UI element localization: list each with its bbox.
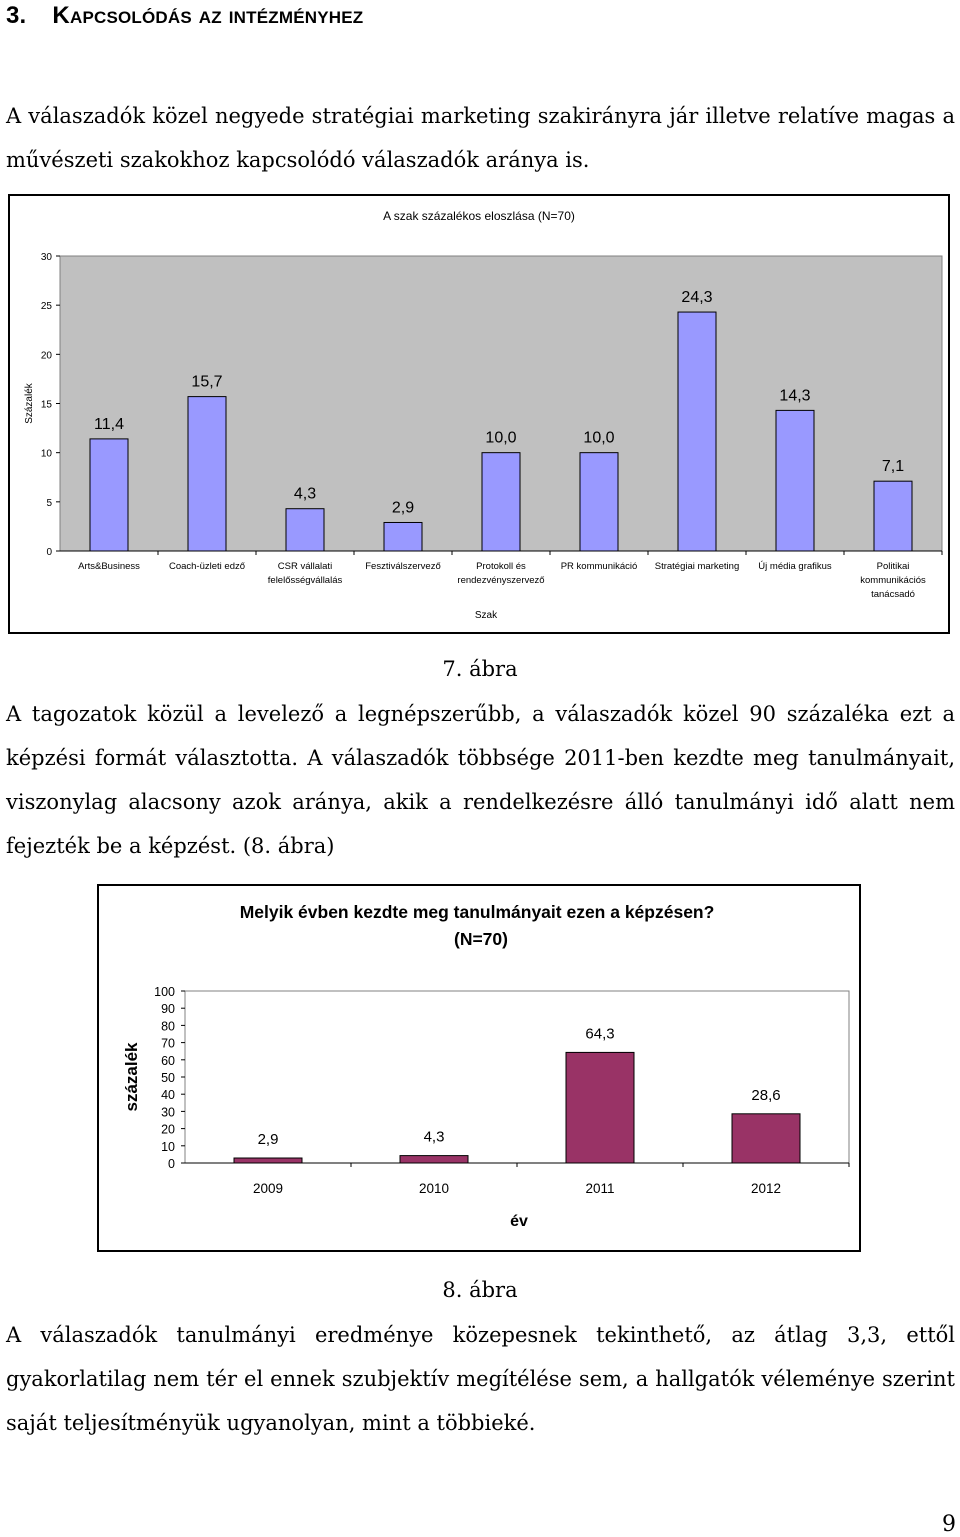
y-tick-label: 80 — [161, 1019, 175, 1034]
data-label: 10,0 — [583, 429, 615, 447]
data-label: 4,3 — [423, 1128, 445, 1146]
x-tick-label: 2009 — [252, 1181, 284, 1196]
x-tick-label: PR kommunikáció — [560, 561, 638, 572]
y-tick-label: 10 — [40, 448, 52, 460]
bar — [678, 312, 716, 551]
paragraph-intro: A válaszadók közel negyede stratégiai marketing szakirányra jár illetve relatíve magas a művészeti szakokhoz kapcsolódó válaszadók aránya is. — [6, 104, 955, 172]
data-label: 24,3 — [681, 289, 713, 307]
data-label: 10,0 — [485, 429, 517, 447]
y-tick-label: 40 — [161, 1088, 175, 1103]
x-tick-label: 2010 — [418, 1181, 450, 1196]
data-label: 4,3 — [293, 485, 317, 503]
x-tick-label: kommunikációs — [860, 575, 926, 586]
y-tick-label: 25 — [40, 301, 52, 313]
x-tick-label: 2012 — [750, 1181, 782, 1196]
y-tick-label: 100 — [154, 985, 175, 999]
x-tick-label: Protokoll és — [476, 561, 526, 572]
chart-subtitle: (N=70) — [454, 929, 508, 949]
y-axis-label: százalék — [122, 1042, 141, 1112]
section-heading — [6, 2, 363, 30]
chart-title: A szak százalékos eloszlása (N=70) — [383, 209, 575, 223]
x-tick-label: CSR vállalati — [277, 561, 333, 572]
figure-7-chart — [8, 194, 950, 634]
section-title-initial: K — [52, 2, 70, 29]
x-tick-label: Új média grafikus — [758, 561, 832, 572]
y-tick-label: 50 — [161, 1071, 175, 1085]
chart-title: Melyik évben kezdte meg tanulmányait ezen a képzésen? — [239, 902, 715, 922]
page-number: 9 — [942, 1512, 956, 1537]
data-label: 2,9 — [391, 499, 415, 517]
figure-8-chart — [97, 884, 861, 1252]
bar — [874, 481, 912, 551]
data-label: 14,3 — [779, 387, 811, 405]
y-tick-label: 30 — [40, 252, 52, 263]
bar — [234, 1158, 302, 1163]
y-tick-label: 5 — [46, 497, 52, 509]
y-tick-label: 30 — [161, 1105, 175, 1120]
bar — [188, 397, 226, 551]
section-title: apcsolódás az intézményhez — [69, 2, 364, 29]
y-tick-label: 15 — [40, 399, 52, 411]
data-label: 15,7 — [191, 373, 223, 391]
bar — [90, 439, 128, 551]
section-number: 3. — [6, 2, 27, 29]
paragraph-results: A válaszadók tanulmányi eredménye közepesnek tekinthető, az átlag 3,3, ettől gyakorlatilag nem tér el ennek szubjektív megítélése sem, a hallgatók véleménye szerint saját teljesítményük ugyanolyan, mint a többieké. — [6, 1323, 955, 1435]
y-tick-label: 20 — [161, 1122, 175, 1137]
x-tick-label: Politikai — [876, 561, 910, 572]
figure-7-caption: 7. ábra — [442, 657, 518, 681]
x-axis-label: Szak — [474, 610, 498, 621]
y-tick-label: 60 — [161, 1053, 175, 1068]
bar — [482, 453, 520, 551]
y-tick-label: 70 — [161, 1036, 175, 1051]
data-label: 64,3 — [585, 1025, 615, 1043]
bar — [566, 1052, 634, 1163]
paragraph-enrolment: A tagozatok közül a levelező a legnépszerűbb, a válaszadók közel 90 százaléka ezt a képzési formát választotta. A válaszadók többsége 2011-ben kezdte meg tanulmányait, viszonylag alacsony azok aránya, akik a rendelkezésre álló tanulmányi idő alatt nem fejezték be a képzést. (8. ábra) — [6, 702, 955, 858]
x-tick-label: felelősségvállalás — [267, 575, 343, 586]
x-axis-label: év — [510, 1213, 528, 1230]
bar — [776, 410, 814, 551]
y-tick-label: 10 — [161, 1139, 175, 1154]
y-tick-label: 90 — [161, 1002, 175, 1017]
x-tick-label: 2011 — [585, 1181, 615, 1196]
x-tick-label: Stratégiai marketing — [654, 561, 740, 572]
x-tick-label: Fesztiválszervező — [365, 561, 441, 572]
data-label: 28,6 — [751, 1086, 781, 1104]
bar — [732, 1114, 800, 1163]
x-tick-label: Coach-üzleti edző — [168, 561, 246, 572]
bar — [580, 453, 618, 551]
bar — [286, 509, 324, 551]
y-axis-label: Százalék — [24, 383, 35, 424]
bar — [384, 522, 422, 551]
data-label: 11,4 — [94, 415, 124, 433]
data-label: 2,9 — [257, 1131, 279, 1149]
bar — [400, 1156, 468, 1163]
x-tick-label: Arts&Business — [78, 561, 140, 572]
x-tick-label: tanácsadó — [871, 589, 915, 600]
chart-8-svg — [99, 886, 859, 1250]
figure-8-caption: 8. ábra — [442, 1278, 518, 1302]
data-label: 7,1 — [881, 458, 905, 476]
y-tick-label: 0 — [168, 1157, 175, 1171]
x-tick-label: rendezvényszervező — [457, 575, 545, 586]
chart-7-svg — [10, 196, 948, 632]
y-tick-label: 0 — [46, 547, 52, 558]
y-tick-label: 20 — [40, 350, 52, 362]
